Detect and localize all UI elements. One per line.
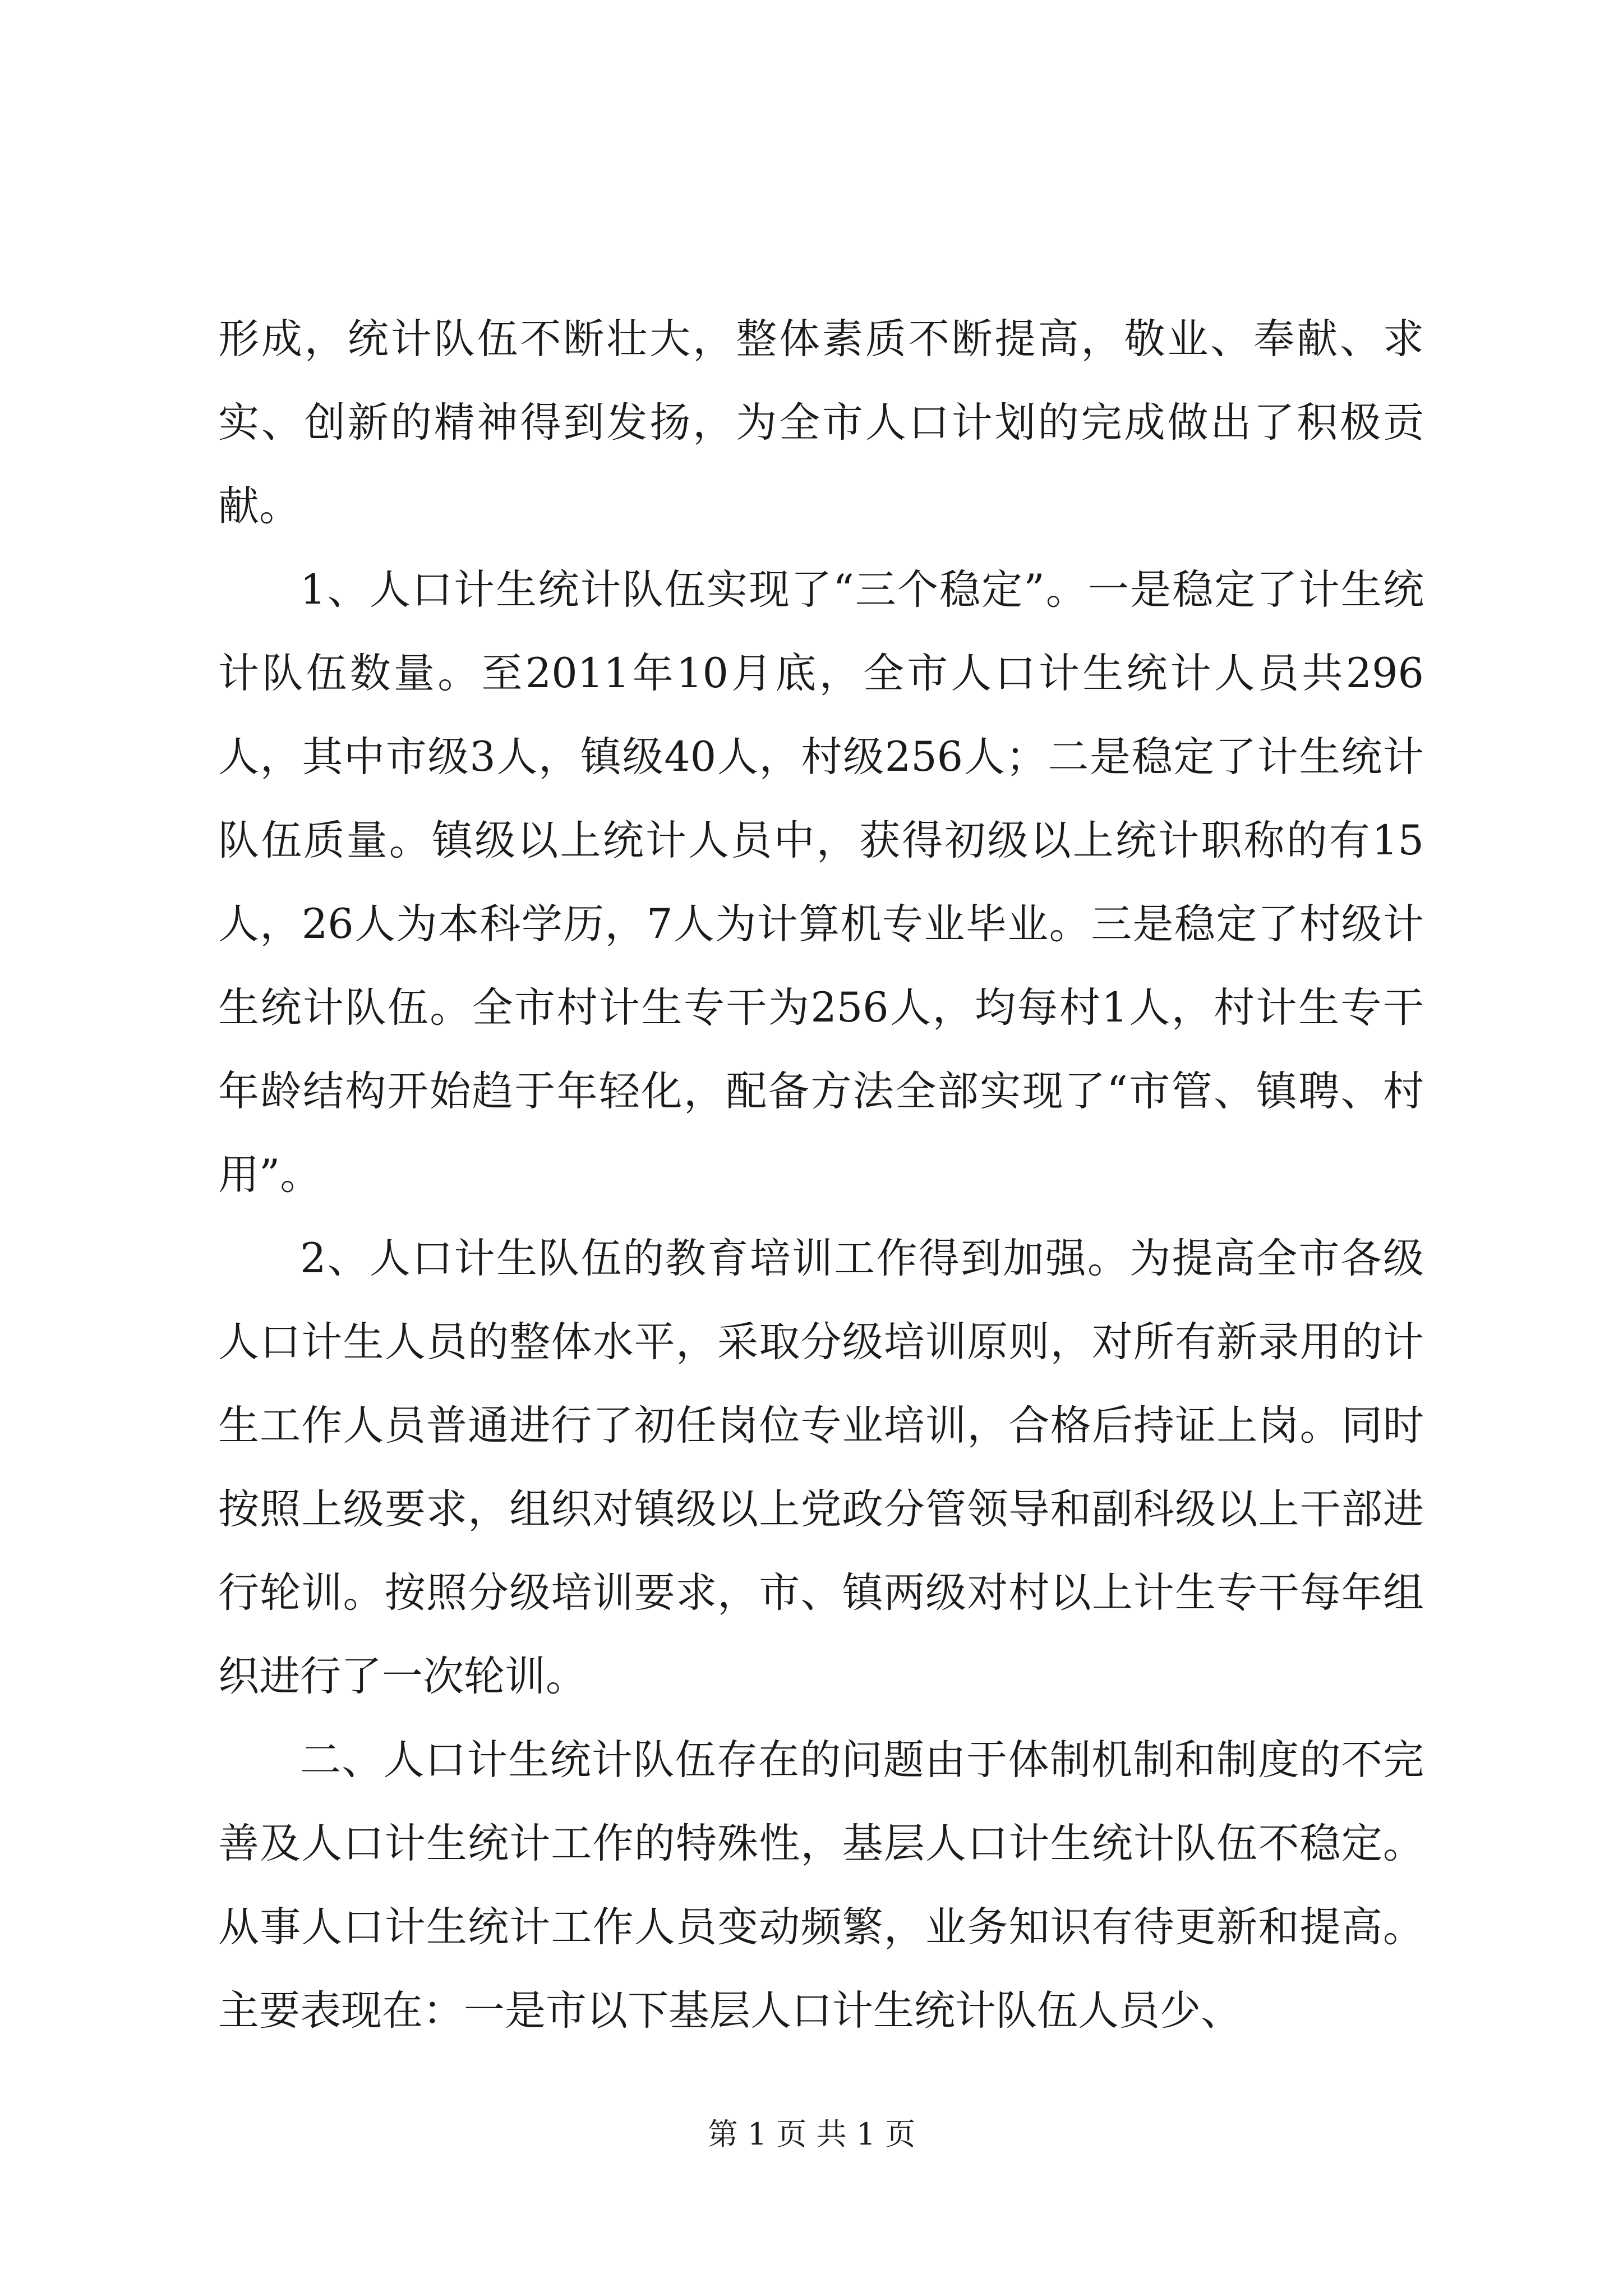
page-footer: 第 1 页 共 1 页 [707, 2116, 916, 2152]
document-body [218, 297, 1424, 2053]
paragraph-problems: 二、人口计生统计队伍存在的问题由于体制机制和制度的不完善及人口计生统计工作的特殊性，基层人口计生统计队伍不稳定。从事人口计生统计工作人员变动频繁，业务知识有待更新和提高。主要表现在：一是市以下基层人口计生统计队伍人员少、 [218, 1736, 1424, 2035]
paragraph-continuation: 形成，统计队伍不断壮大，整体素质不断提高，敬业、奉献、求实、创新的精神得到发扬，为全市人口计划的完成做出了积极贡献。 [218, 315, 1424, 530]
paragraph-training: 2、人口计生队伍的教育培训工作得到加强。为提高全市各级人口计生人员的整体水平，采取分级培训原则，对所有新录用的计生工作人员普通进行了初任岗位专业培训，合格后持证上岗。同时按照上级要求，组织对镇级以上党政分管领导和副科级以上干部进行轮训。按照分级培训要求，市、镇两级对村以上计生专干每年组织进行了一次轮训。 [218, 1235, 1424, 1700]
paragraph-statistics-team-stability: 1、人口计生统计队伍实现了“三个稳定”。一是稳定了计生统计队伍数量。至2011年10月底，全市人口计生统计人员共296人，其中市级3人，镇级40人，村级256人；二是稳定了计生统计队伍质量。镇级以上统计人员中，获得初级以上统计职称的有15人，26人为本科学历，7人为计算机专业毕业。三是稳定了村级计生统计队伍。全市村计生专干为256人，均每村1人，村计生专干年龄结构开始趋于年轻化，配备方法全部实现了“市管、镇聘、村用”。 [218, 566, 1424, 1199]
